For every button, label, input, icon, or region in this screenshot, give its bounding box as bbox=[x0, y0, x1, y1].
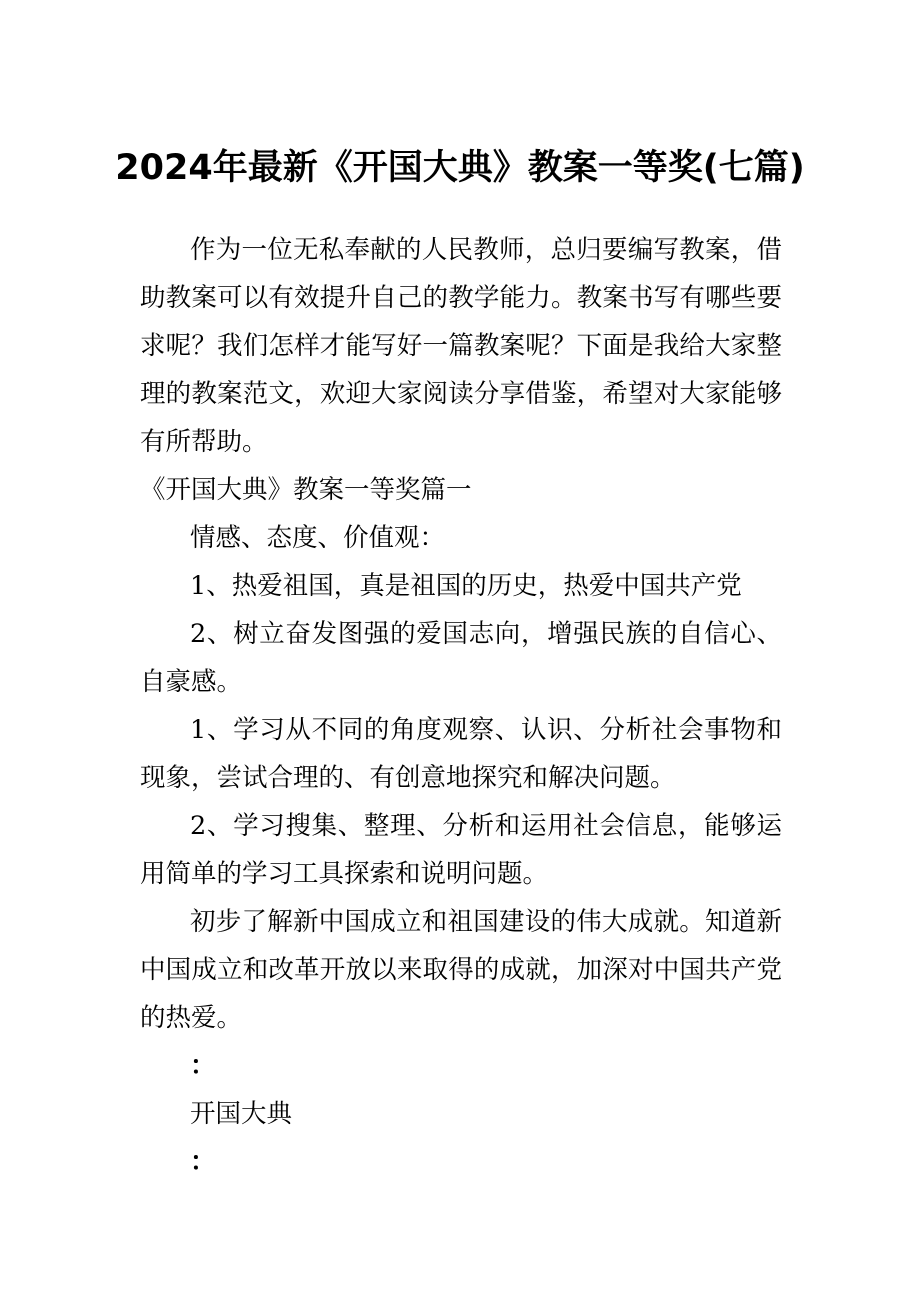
paragraph-emotion-2: 2、树立奋发图强的爱国志向，增强民族的自信心、自豪感。 bbox=[140, 619, 782, 697]
intro-paragraph: 作为一位无私奉献的人民教师，总归要编写教案，借助教案可以有效提升自己的教学能力。教案书写有哪些要求呢？我们怎样才能写好一篇教案呢？下面是我给大家整理的教案范文，欢迎大家阅读分享借鉴，希望对大家能够有所帮助。 bbox=[140, 235, 782, 457]
paragraph-emotion-1: 1、热爱祖国，真是祖国的历史，热爱中国共产党 bbox=[190, 571, 742, 601]
paragraph-ability-2: 2、学习搜集、整理、分析和运用社会信息，能够运用简单的学习工具探索和说明问题。 bbox=[140, 811, 782, 889]
paragraph-lesson-name: 开国大典 bbox=[190, 1099, 293, 1129]
document-title: 2024年最新《开国大典》教案一等奖(七篇) bbox=[115, 148, 805, 188]
colon-line-2: ： bbox=[190, 1147, 216, 1177]
section-heading: 《开国大典》教案一等奖篇一 bbox=[140, 475, 472, 505]
colon-line-1: ： bbox=[190, 1051, 216, 1081]
paragraph-knowledge: 初步了解新中国成立和祖国建设的伟大成就。知道新中国成立和改革开放以来取得的成就，加深对中国共产党的热爱。 bbox=[140, 907, 782, 1033]
paragraph-ability-1: 1、学习从不同的角度观察、认识、分析社会事物和现象，尝试合理的、有创意地探究和解决问题。 bbox=[140, 715, 782, 793]
paragraph-values-heading: 情感、态度、价值观： bbox=[190, 523, 446, 553]
